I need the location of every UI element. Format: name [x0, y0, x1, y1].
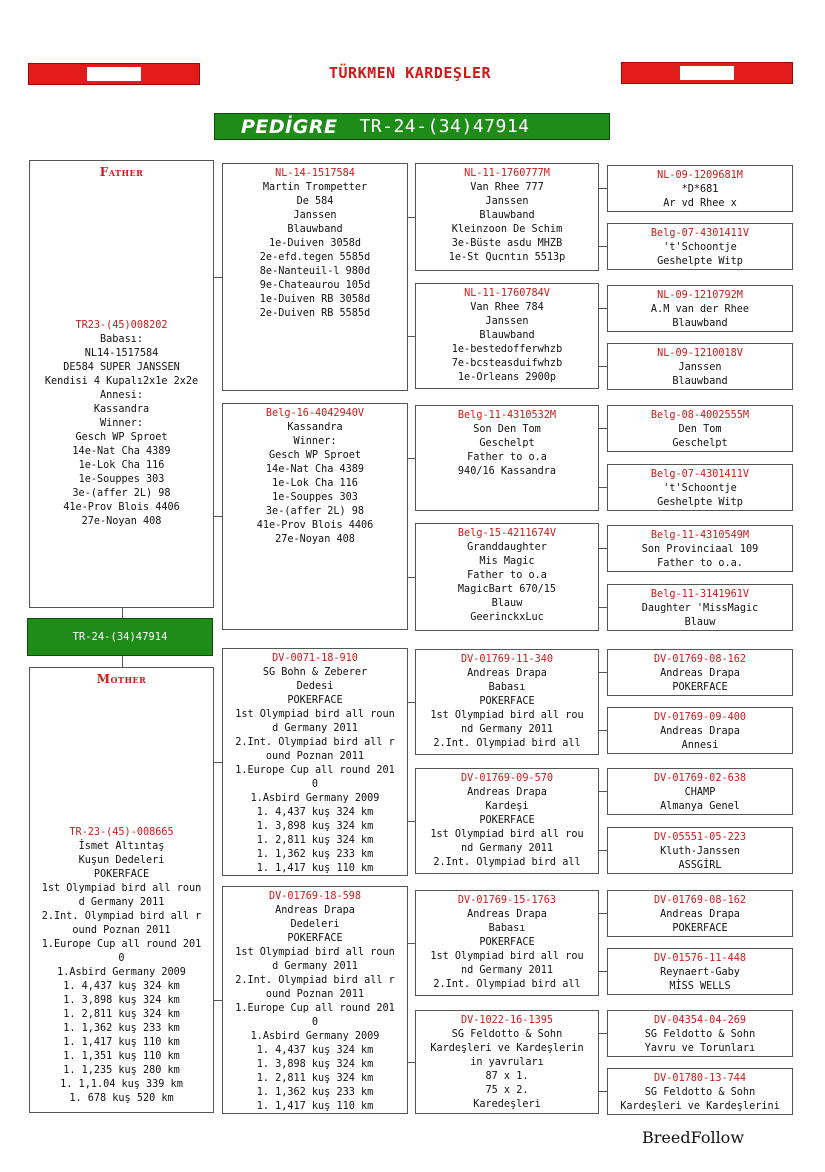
info-line: 3e-(affer 2L) 98 — [265, 506, 365, 517]
info-line: 1st Olympiad bird all rou — [430, 710, 584, 721]
info-line: 1.Asbird Germany 2009 — [250, 1031, 380, 1042]
connector-line — [408, 1062, 415, 1063]
connector-line — [122, 608, 123, 618]
info-line: Andreas Drapa — [660, 909, 740, 920]
connector-line — [599, 607, 607, 608]
info-line: NL14-1517584 — [84, 348, 159, 359]
gen2-box — [222, 403, 408, 630]
gen3-ring: NL-11-1760784V — [464, 288, 550, 299]
gen4-ring: DV-05551-05-223 — [653, 832, 746, 843]
info-line: POKERFACE — [479, 815, 535, 826]
info-line: Annesi: — [100, 390, 143, 401]
gen4-ring: DV-01769-09-400 — [653, 712, 746, 723]
info-line: 1.Europe Cup all round 201 — [41, 939, 202, 950]
info-line: Van Rhee 777 — [470, 182, 544, 193]
mother-box — [29, 667, 214, 1113]
info-line: Kuşun Dedeleri — [78, 855, 165, 866]
info-line: Janssen — [485, 316, 529, 327]
connector-line — [408, 821, 415, 822]
info-line: d Germany 2011 — [272, 723, 358, 734]
info-line: 7e-bcsteasduifwhzb — [451, 358, 563, 369]
info-line: 1.Asbird Germany 2009 — [250, 793, 380, 804]
info-line: POKERFACE — [672, 923, 728, 934]
info-line: 3e-(affer 2L) 98 — [72, 488, 171, 499]
info-line: Ar vd Rhee x — [663, 198, 737, 209]
pedigree-ring: TR-24-(34)47914 — [359, 116, 530, 137]
gen3-ring: DV-01769-11-340 — [460, 654, 553, 665]
info-line: 1. 1,362 kuş 233 km — [256, 849, 374, 860]
info-line: 1st Olympiad bird all rou — [430, 951, 584, 962]
info-line: 2.Int. Olympiad bird all r — [235, 737, 395, 748]
info-line: 14e-Nat Cha 4389 — [265, 464, 365, 475]
info-line: SG Feldotto & Sohn — [644, 1029, 756, 1040]
subject-ring-box: TR-24-(34)47914 — [27, 618, 213, 656]
connector-line — [408, 702, 415, 703]
gen4-box — [607, 1010, 793, 1057]
info-line: POKERFACE — [479, 696, 535, 707]
gen3-ring: Belg-11-4310532M — [457, 410, 557, 421]
info-line: 1. 3,898 kuş 324 km — [256, 821, 374, 832]
connector-line — [408, 336, 415, 337]
info-line: 1st Olympiad bird all roun — [235, 709, 395, 720]
info-line: Geshelpte Witp — [657, 497, 743, 508]
gen4-box — [607, 343, 793, 390]
gen4-box — [607, 948, 793, 995]
connector-line — [599, 487, 607, 488]
info-line: Gesch WP Sproet — [75, 432, 168, 443]
gen4-box — [607, 768, 793, 815]
info-line: 1. 2,811 kuş 324 km — [256, 1073, 374, 1084]
info-line: ASSGİRL — [678, 860, 722, 871]
gen4-ring: NL-09-1210018V — [657, 348, 743, 359]
info-line: MİSS WELLS — [669, 981, 731, 992]
gen3-box — [415, 1010, 599, 1114]
father-ring: TR23-(45)008202 — [75, 320, 168, 331]
info-line: 940/16 Kassandra — [457, 466, 557, 477]
info-line: Mis Magic — [479, 556, 535, 567]
info-line: POKERFACE — [479, 937, 535, 948]
info-line: 1. 1,417 kuş 110 km — [63, 1037, 180, 1048]
info-line: Den Tom — [678, 424, 722, 435]
info-line: nd Germany 2011 — [460, 965, 553, 976]
info-line: Blauwband — [479, 330, 535, 341]
info-line: 1. 1,362 kuş 233 km — [256, 1087, 374, 1098]
info-line: 1e-Duiven RB 3058d — [259, 294, 371, 305]
info-line: ound Poznan 2011 — [265, 989, 365, 1000]
gen2-box — [222, 163, 408, 391]
info-line: 1.Europe Cup all round 201 — [235, 765, 395, 776]
info-line: SG Feldotto & Sohn — [644, 1087, 756, 1098]
gen4-ring: DV-01769-08-162 — [653, 895, 746, 906]
info-line: Yavru ve Torunları — [644, 1043, 756, 1054]
gen2-ring: DV-0071-18-910 — [272, 653, 358, 664]
info-line: Father to o.a — [467, 452, 547, 463]
info-line: 2.Int. Olympiad bird all r — [41, 911, 202, 922]
info-line: 1. 1,417 kuş 110 km — [256, 863, 374, 874]
info-line: 1e-Orleans 2900p — [457, 372, 557, 383]
info-line: 1. 678 kuş 520 km — [69, 1093, 174, 1104]
info-line: 1. 2,811 kuş 324 km — [256, 835, 374, 846]
info-line: DE584 SUPER JANSSEN — [63, 362, 180, 373]
info-line: Blauw — [491, 598, 523, 609]
gen2-box — [222, 886, 408, 1114]
connector-line — [599, 730, 607, 731]
gen4-ring: DV-01576-11-448 — [653, 953, 746, 964]
info-line: nd Germany 2011 — [460, 724, 553, 735]
info-line: Dedeleri — [290, 919, 340, 930]
info-line: nd Germany 2011 — [460, 843, 553, 854]
gen4-box — [607, 1068, 793, 1115]
info-line: 14e-Nat Cha 4389 — [72, 446, 171, 457]
gen4-box — [607, 649, 793, 696]
connector-line — [408, 458, 415, 459]
site-title: TÜRKMEN KARDEŞLER — [328, 64, 492, 82]
info-line: Kendisi 4 Kupalı2x1e 2x2e — [44, 376, 199, 387]
gen4-ring: NL-09-1210792M — [657, 290, 743, 301]
gen3-ring: DV-1022-16-1395 — [460, 1015, 553, 1026]
pedigree-label: PEDİGRE — [241, 115, 338, 138]
mother-heading: Mother — [96, 672, 147, 686]
info-line: Andreas Drapa — [467, 909, 547, 920]
info-line: Blauwband — [479, 210, 535, 221]
info-line: 1e-St Qucntın 5513p — [448, 252, 566, 263]
info-line: Karedeşleri — [473, 1099, 541, 1110]
gen3-ring: DV-01769-15-1763 — [457, 895, 557, 906]
connector-line — [599, 850, 607, 851]
gen4-ring: Belg-08-4002555M — [650, 410, 750, 421]
info-line: 1. 1,1.04 kuş 339 km — [60, 1079, 183, 1090]
info-line: ound Poznan 2011 — [265, 751, 365, 762]
info-line: 1. 4,437 kuş 324 km — [256, 1045, 374, 1056]
info-line: 1st Olympiad bird all rou — [430, 829, 584, 840]
info-line: 1. 1,417 kuş 110 km — [256, 1101, 374, 1112]
info-line: Geschelpt — [479, 438, 535, 449]
info-line: *D*681 — [681, 184, 719, 195]
info-line: 27e-Noyan 408 — [81, 516, 162, 527]
gen4-box — [607, 223, 793, 270]
gen4-box — [607, 464, 793, 511]
info-line: 1. 3,898 kuş 324 km — [256, 1059, 374, 1070]
info-line: SG Feldotto & Sohn — [451, 1029, 563, 1040]
connector-line — [408, 577, 415, 578]
info-line: 75 x 2. — [485, 1085, 529, 1096]
info-line: d Germany 2011 — [78, 897, 165, 908]
connector-line — [599, 246, 607, 247]
info-line: POKERFACE — [93, 869, 150, 880]
gen4-box — [607, 405, 793, 452]
info-line: Janssen — [678, 362, 722, 373]
connector-line — [599, 672, 607, 673]
info-line: 1e-Lok Cha 116 — [78, 460, 165, 471]
gen4-ring: NL-09-1209681M — [657, 170, 743, 181]
gen4-ring: DV-01780-13-744 — [653, 1073, 746, 1084]
info-line: Babası — [488, 923, 526, 934]
connector-line — [599, 366, 607, 367]
gen4-ring: DV-04354-04-269 — [653, 1015, 746, 1026]
info-line: Dedesi — [296, 681, 334, 692]
info-line: 1. 3,898 kuş 324 km — [63, 995, 180, 1006]
info-line: 1.Asbird Germany 2009 — [57, 967, 186, 978]
gen4-box — [607, 827, 793, 874]
gen4-ring: Belg-11-3141961V — [650, 589, 750, 600]
gen3-box — [415, 649, 599, 755]
pedigree-header-bar — [214, 113, 610, 140]
info-line: De 584 — [296, 196, 334, 207]
info-line: 2.Int. Olympiad bird all — [433, 979, 581, 990]
info-line: Daughter 'MissMagic — [641, 603, 759, 614]
info-line: 2.Int. Olympiad bird all — [433, 738, 581, 749]
info-line: Blauwband — [672, 376, 728, 387]
info-line: A.M van der Rhee — [650, 304, 750, 315]
connector-line — [599, 791, 607, 792]
info-line: Geshelpte Witp — [657, 256, 743, 267]
connector-line — [599, 1091, 607, 1092]
gen4-ring: Belg-11-4310549M — [650, 530, 750, 541]
info-line: Annesi — [681, 740, 719, 751]
info-line: Andreas Drapa — [660, 668, 740, 679]
father-heading: Father — [99, 165, 144, 179]
info-line: Babası: — [100, 334, 143, 345]
father-box — [29, 160, 214, 608]
gen3-box — [415, 523, 599, 631]
gen2-box — [222, 648, 408, 876]
gen4-ring: Belg-07-4301411V — [650, 228, 750, 239]
gen4-box — [607, 165, 793, 212]
info-line: İsmet Altıntaş — [78, 841, 165, 852]
connector-line — [214, 516, 222, 517]
info-line: Andreas Drapa — [467, 787, 547, 798]
info-line: Gesch WP Sproet — [268, 450, 361, 461]
gen4-box — [607, 890, 793, 937]
info-line: Janssen — [485, 196, 529, 207]
info-line: Kardeşleri ve Kardeşlerin — [430, 1043, 584, 1054]
info-line: Blauwband — [672, 318, 728, 329]
info-line: 't'Schoontje — [663, 483, 737, 494]
info-line: Kardeşleri ve Kardeşlerini — [620, 1101, 780, 1112]
info-line: Andreas Drapa — [660, 726, 740, 737]
info-line: SG Bohn & Zeberer — [262, 667, 368, 678]
info-line: Kassandra — [93, 404, 150, 415]
connector-line — [599, 913, 607, 914]
info-line: 0 — [118, 953, 125, 964]
connector-line — [214, 762, 222, 763]
info-line: 1e-bestedofferwhzb — [451, 344, 563, 355]
connector-line — [599, 971, 607, 972]
info-line: 2.Int. Olympiad bird all — [433, 857, 581, 868]
info-line: 1st Olympiad bird all roun — [41, 883, 202, 894]
gen2-ring: DV-01769-18-598 — [268, 891, 361, 902]
info-line: 3e-Büste asdu MHZB — [451, 238, 563, 249]
info-line: Father to o.a — [467, 570, 547, 581]
info-line: POKERFACE — [672, 682, 728, 693]
connector-line — [408, 217, 415, 218]
connector-line — [599, 1033, 607, 1034]
left-banner — [28, 63, 200, 85]
info-line: 1st Olympiad bird all roun — [235, 947, 395, 958]
connector-line — [214, 1000, 222, 1001]
info-line: Winner: — [293, 436, 337, 447]
info-line: POKERFACE — [287, 933, 343, 944]
connector-line — [408, 943, 415, 944]
info-line: 1e-Souppes 303 — [272, 492, 358, 503]
info-line: Almanya Genel — [660, 801, 740, 812]
info-line: POKERFACE — [287, 695, 343, 706]
gen3-box — [415, 768, 599, 874]
info-line: 1. 2,811 kuş 324 km — [63, 1009, 180, 1020]
gen2-ring: Belg-16-4042940V — [265, 408, 365, 419]
gen3-ring: DV-01769-09-570 — [460, 773, 553, 784]
info-line: 0 — [311, 779, 319, 790]
info-line: 41e-Prov Blois 4406 — [63, 502, 180, 513]
info-line: 1. 1,362 kuş 233 km — [63, 1023, 180, 1034]
info-line: Andreas Drapa — [467, 668, 547, 679]
gen4-ring: DV-01769-08-162 — [653, 654, 746, 665]
connector-line — [122, 656, 123, 667]
info-line: Reynaert-Gaby — [660, 967, 740, 978]
connector-line — [599, 548, 607, 549]
info-line: 0 — [311, 1017, 319, 1028]
info-line: ound Poznan 2011 — [72, 925, 171, 936]
info-line: Granddaughter — [467, 542, 547, 553]
info-line: 1. 4,437 kuş 324 km — [256, 807, 374, 818]
gen4-ring: DV-01769-02-638 — [653, 773, 746, 784]
info-line: 27e-Noyan 408 — [275, 534, 355, 545]
info-line: 't'Schoontje — [663, 242, 737, 253]
gen4-box — [607, 285, 793, 332]
info-line: Kardeşi — [485, 801, 529, 812]
info-line: Father to o.a. — [657, 558, 743, 569]
info-line: Kassandra — [287, 422, 343, 433]
connector-line — [599, 428, 607, 429]
info-line: 41e-Prov Blois 4406 — [256, 520, 374, 531]
info-line: 1. 1,351 kuş 110 km — [63, 1051, 180, 1062]
info-line: CHAMP — [684, 787, 716, 798]
info-line: Martin Trompetter — [262, 182, 368, 193]
info-line: Winner: — [100, 418, 143, 429]
info-line: GeerinckxLuc — [470, 612, 544, 623]
info-line: Son Provinciaal 109 — [641, 544, 759, 555]
info-line: 1e-Lok Cha 116 — [272, 478, 358, 489]
info-line: Son Den Tom — [473, 424, 541, 435]
info-line: 2e-Duiven RB 5585d — [259, 308, 371, 319]
info-line: Kleinzoon De Schim — [451, 224, 563, 235]
info-line: 1. 1,235 kuş 280 km — [63, 1065, 180, 1076]
gen2-ring: NL-14-1517584 — [275, 168, 355, 179]
gen3-box — [415, 163, 599, 271]
info-line: Van Rhee 784 — [470, 302, 544, 313]
info-line: Kluth-Janssen — [660, 846, 740, 857]
connector-line — [599, 308, 607, 309]
info-line: in yavruları — [470, 1057, 544, 1068]
info-line: 1e-Duiven 3058d — [268, 238, 361, 249]
info-line: Geschelpt — [672, 438, 728, 449]
gen3-ring: Belg-15-4211674V — [457, 528, 557, 539]
right-banner — [621, 62, 793, 84]
info-line: Andreas Drapa — [275, 905, 355, 916]
info-line: 1. 4,437 kuş 324 km — [63, 981, 180, 992]
mother-ring: TR-23-(45)-008665 — [69, 827, 174, 838]
info-line: 1.Europe Cup all round 201 — [235, 1003, 395, 1014]
info-line: Babası — [488, 682, 526, 693]
info-line: Blauwband — [287, 224, 343, 235]
gen4-box — [607, 584, 793, 631]
info-line: MagicBart 670/15 — [457, 584, 557, 595]
gen3-ring: NL-11-1760777M — [464, 168, 550, 179]
gen3-box — [415, 890, 599, 996]
info-line: 2e-efd.tegen 5585d — [259, 252, 371, 263]
info-line: Blauw — [684, 617, 716, 628]
gen3-box — [415, 283, 599, 389]
gen4-box — [607, 525, 793, 572]
info-line: 2.Int. Olympiad bird all r — [235, 975, 395, 986]
info-line: 8e-Nanteuil-l 980d — [259, 266, 371, 277]
info-line: 1e-Souppes 303 — [78, 474, 165, 485]
gen4-ring: Belg-07-4301411V — [650, 469, 750, 480]
gen4-box — [607, 707, 793, 754]
connector-line — [214, 277, 222, 278]
gen3-box — [415, 405, 599, 511]
connector-line — [599, 188, 607, 189]
info-line: Janssen — [293, 210, 337, 221]
info-line: 9e-Chateaurou 105d — [259, 280, 371, 291]
info-line: 87 x 1. — [485, 1071, 529, 1082]
info-line: d Germany 2011 — [272, 961, 358, 972]
brand-footer: BreedFollow — [642, 1128, 745, 1147]
